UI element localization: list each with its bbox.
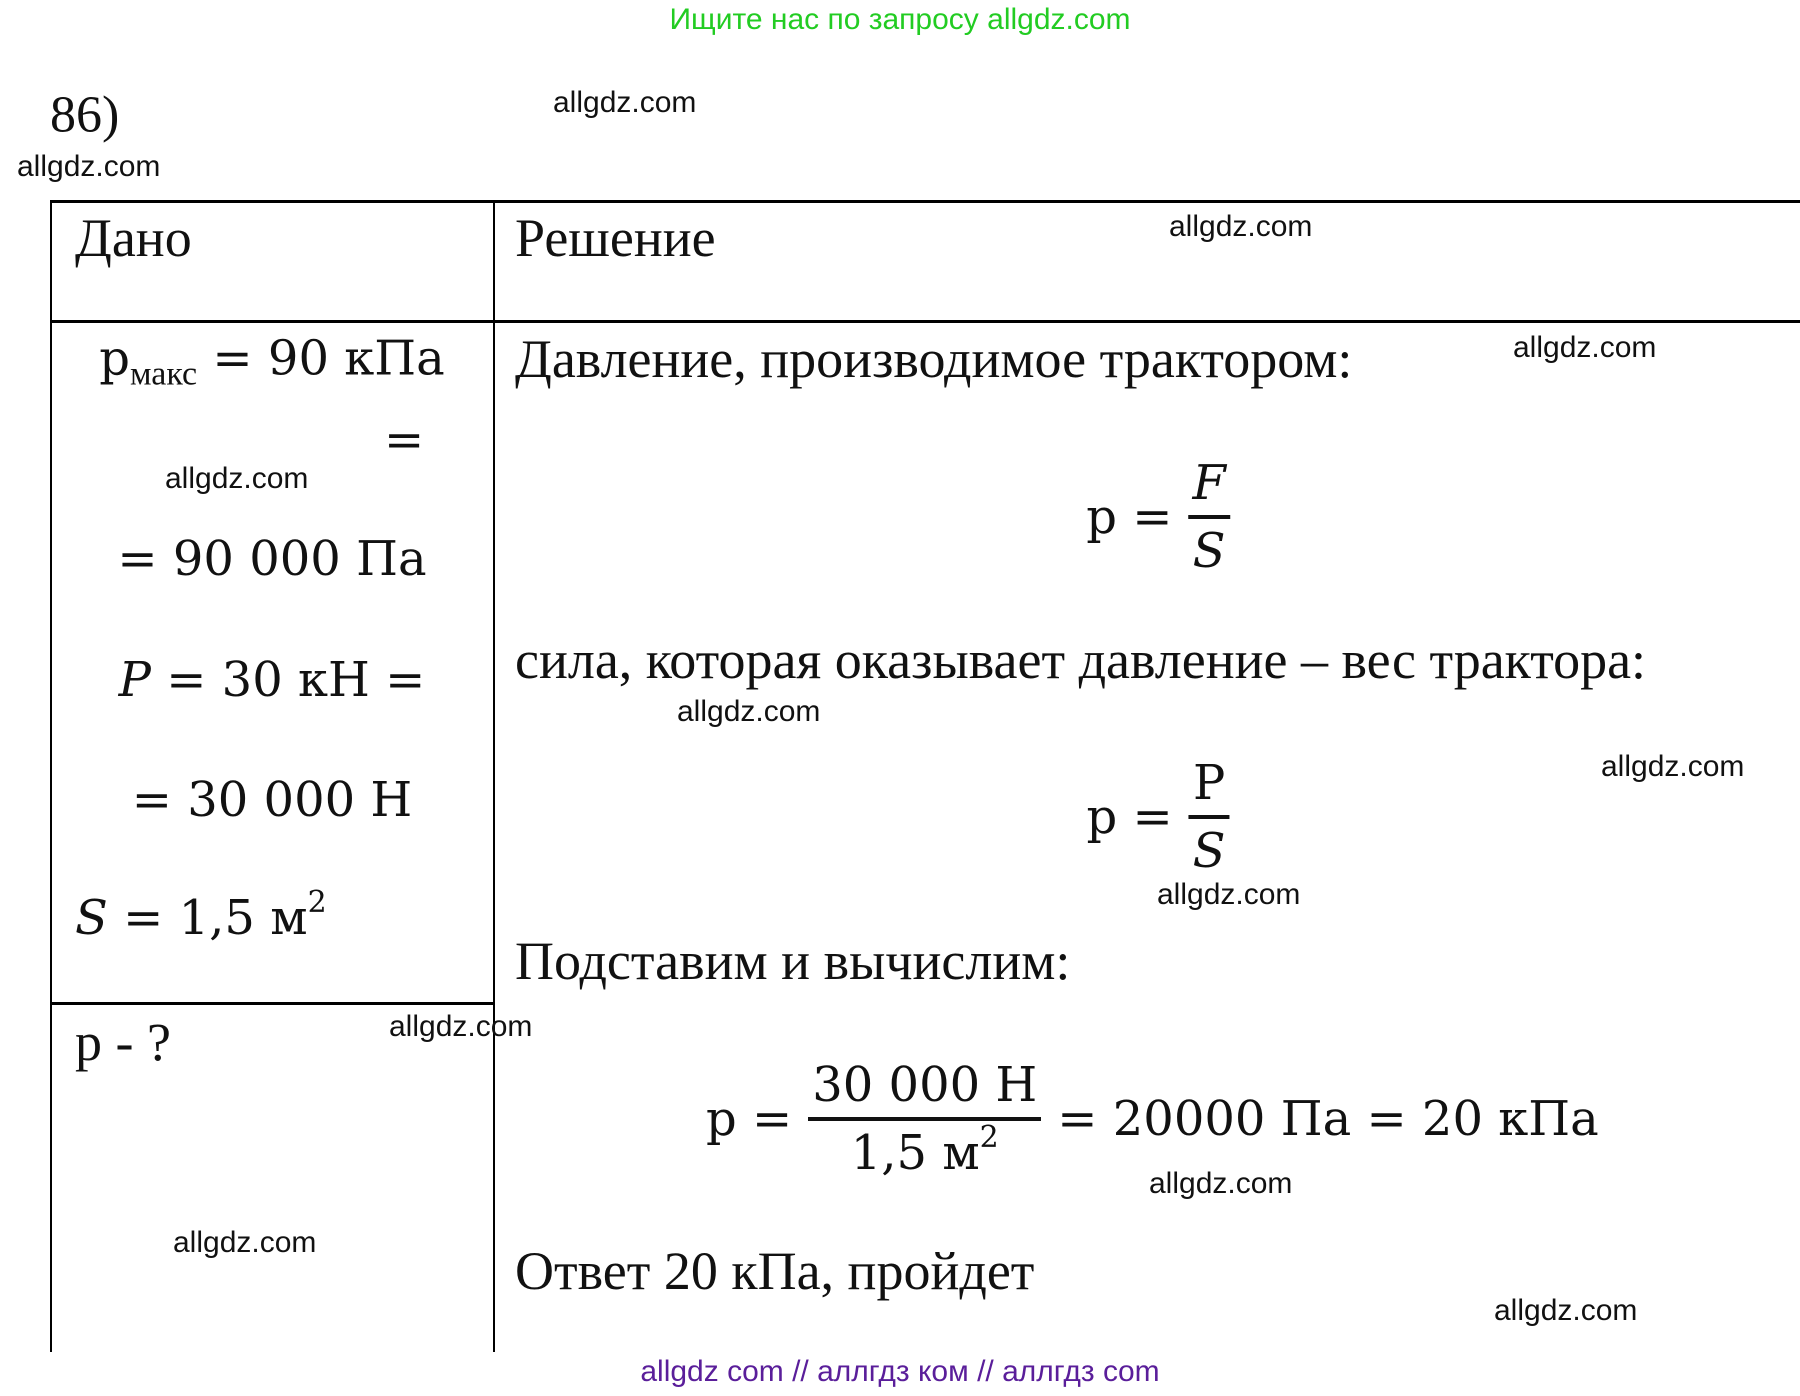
- table-left-border: [50, 200, 52, 1352]
- column-divider: [493, 200, 495, 1352]
- given-pmax: $p_{макс} = 90$ кПа: [99, 330, 445, 393]
- watermark: allgdz.com: [1513, 331, 1657, 364]
- watermark: allgdz.com: [17, 150, 161, 183]
- given-pmax-eq: =: [384, 412, 425, 468]
- watermark: allgdz.com: [677, 695, 821, 728]
- answer-line: Ответ 20 кПа, пройдет: [515, 1241, 1035, 1301]
- formula-pressure-weight: p = $\frac{P}{S}$: [1086, 755, 1233, 879]
- watermark: allgdz.com: [165, 462, 309, 495]
- watermark: allgdz.com: [1169, 210, 1313, 243]
- formula-pressure-force: p = $\frac{F}{S}$: [1086, 455, 1234, 579]
- watermark: allgdz.com: [553, 86, 697, 119]
- solution-line-3: Подставим и вычислим:: [515, 931, 1071, 991]
- watermark: allgdz.com: [1149, 1167, 1293, 1200]
- search-banner: Ищите нас по запросу allgdz.com: [669, 3, 1131, 36]
- header-divider: [50, 320, 1800, 323]
- table-top-border: [50, 200, 1800, 203]
- given-area: S = 1,5 $м^2$: [75, 885, 327, 946]
- find-quantity: p - ?: [75, 1012, 171, 1072]
- watermark: allgdz.com: [1601, 750, 1745, 783]
- watermark: allgdz.com: [173, 1226, 317, 1259]
- given-weight-si: = 30 000 Н: [131, 772, 413, 828]
- solution-line-2: сила, которая оказывает давление – вес трактора:: [515, 630, 1647, 690]
- solution-line-1: Давление, производимое трактором:: [515, 329, 1353, 389]
- task-number: 86): [50, 86, 120, 144]
- given-weight: P = 30 кН =: [118, 652, 426, 708]
- watermark: allgdz.com: [389, 1010, 533, 1043]
- given-divider: [50, 1002, 494, 1005]
- formula-calculation: p = $\frac{30 000 Н}{1,5 м^2}$ = 20000 Па = 20 кПа: [706, 1057, 1599, 1181]
- watermark: allgdz.com: [1494, 1294, 1638, 1327]
- solution-header: Решение: [515, 208, 716, 268]
- footer-banner: allgdz com // аллгдз ком // аллгдз com: [640, 1355, 1160, 1388]
- given-header: Дано: [75, 208, 192, 268]
- given-pmax-si: = 90 000 Па: [117, 531, 427, 587]
- watermark: allgdz.com: [1157, 878, 1301, 911]
